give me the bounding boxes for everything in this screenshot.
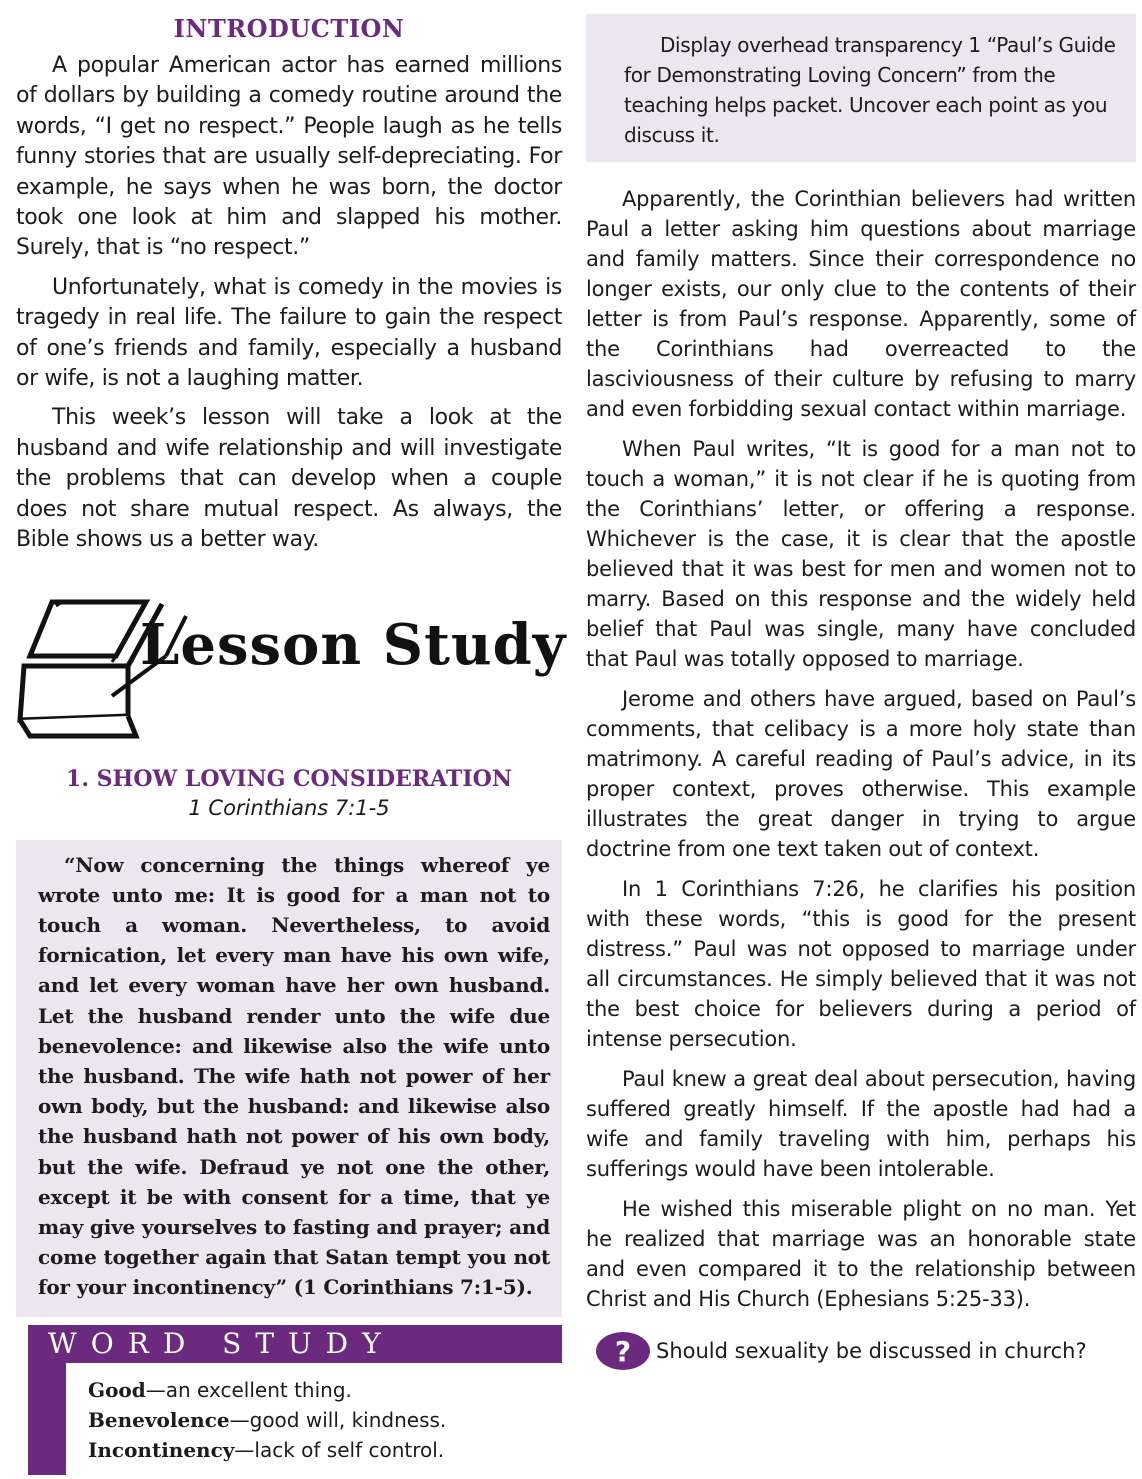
body-paragraph-6: He wished this miserable plight on no man. Yet he realized that marriage was an honorable state and even compared it to the relationship between Christ and His Church (Ephesians 5:25-33). bbox=[586, 1197, 1136, 1311]
definition-item bbox=[88, 1405, 446, 1435]
word-study-title: WORD STUDY bbox=[48, 1326, 395, 1360]
lesson-study-title: Lesson Study bbox=[140, 611, 567, 678]
intro-paragraph-1: A popular American actor has earned millions of dollars by building a comedy routine around the words, “I get no respect.” People laugh as he tells funny stories that are usually self-depreciating. For example, he says when he was born, the doctor took one look at him and slapped his mother. Surely, that is “no respect.” bbox=[16, 53, 562, 261]
discussion-question bbox=[596, 1332, 1136, 1370]
definition-text: —an excellent thing. bbox=[145, 1377, 352, 1402]
word-study-box bbox=[16, 1325, 562, 1475]
definition-text: —good will, kindness. bbox=[229, 1407, 447, 1432]
definition-text: —lack of self control. bbox=[234, 1437, 445, 1462]
left-column bbox=[16, 12, 567, 1475]
definition-term: Benevolence bbox=[88, 1407, 230, 1432]
teaching-note: Display overhead transparency 1 “Paul’s Guide for Demonstrating Loving Concern” from the teaching helps packet. Uncover each point as you discuss it. bbox=[586, 14, 1136, 162]
body-paragraph-2: When Paul writes, “It is good for a man not to touch a woman,” it is not clear if he is quoting from the Corinthians’ letter, or offering a response. Whichever is the case, it is clear that the apostle believed that it was best for men and women not to marry. Based on this response and the widely held belief that Paul was single, many have concluded that Paul was totally opposed to marriage. bbox=[586, 437, 1136, 671]
introduction-title: INTRODUCTION bbox=[173, 14, 405, 43]
lesson-study-banner bbox=[16, 596, 567, 746]
intro-paragraph-3: This week’s lesson will take a look at the husband and wife relationship and will investigate the problems that can develop when a couple does not share mutual respect. As always, the Bible shows us a better way. bbox=[16, 405, 562, 553]
body-paragraph-3: Jerome and others have argued, based on Paul’s comments, that celibacy is a more holy state than matrimony. A careful reading of Paul’s advice, in its proper context, proves otherwise. This example illustrates the great danger in trying to argue doctrine from one text taken out of context. bbox=[586, 687, 1136, 861]
body-paragraph-5: Paul knew a great deal about persecution, having suffered greatly himself. If the apostle had had a wife and family traveling with him, perhaps his sufferings would have been intolerable. bbox=[586, 1067, 1136, 1181]
definition-term: Incontinency bbox=[88, 1437, 235, 1462]
body-paragraph-1: Apparently, the Corinthian believers had written Paul a letter asking him questions about marriage and family matters. Since their correspondence no longer exists, our only clue to the contents of their letter is from Paul’s response. Apparently, some of the Corinthians had overreacted to the lasciviousness of their culture by refusing to marry and even forbidding sexual contact within marriage. bbox=[586, 187, 1136, 421]
section-heading: 1. SHOW LOVING CONSIDERATION bbox=[66, 765, 512, 792]
definition-item bbox=[88, 1375, 446, 1405]
intro-paragraph-2: Unfortunately, what is comedy in the movies is tragedy in real life. The failure to gain the respect of one’s friends and family, especially a husband or wife, is not a laughing matter. bbox=[16, 274, 562, 392]
question-text: Should sexuality be discussed in church? bbox=[656, 1339, 1087, 1363]
scripture-reference: 1 Corinthians 7:1-5 bbox=[188, 795, 390, 820]
body-paragraph-4: In 1 Corinthians 7:26, he clarifies his position with these words, “this is good for the present distress.” Paul was not opposed to marriage under all circumstances. He simply believed that it was not the best choice for believers during a period of intense persecution. bbox=[586, 877, 1136, 1051]
word-study-side-bar bbox=[28, 1363, 66, 1475]
question-mark-icon: ? bbox=[596, 1332, 650, 1370]
definition-item bbox=[88, 1435, 446, 1465]
word-study-definitions bbox=[88, 1375, 446, 1465]
scripture-passage: “Now concerning the things whereof ye wrote unto me: It is good for a man not to touch a woman. Nevertheless, to avoid fornication, let every man have his own wife, and let every woman have her own husband. Let the husband render unto the wife due benevolence: and likewise also the wife unto the husband. The wife hath not power of her own body, but the husband: and likewise also the husband hath not power of his own body, but the wife. Defraud ye not one the other, except it be with consent for a time, that ye may give yourselves to fasting and prayer; and come together again that Satan tempt you not for your incontinency” (1 Corinthians 7:1-5). bbox=[16, 840, 562, 1317]
right-column bbox=[586, 14, 1136, 1370]
definition-term: Good bbox=[88, 1377, 146, 1402]
